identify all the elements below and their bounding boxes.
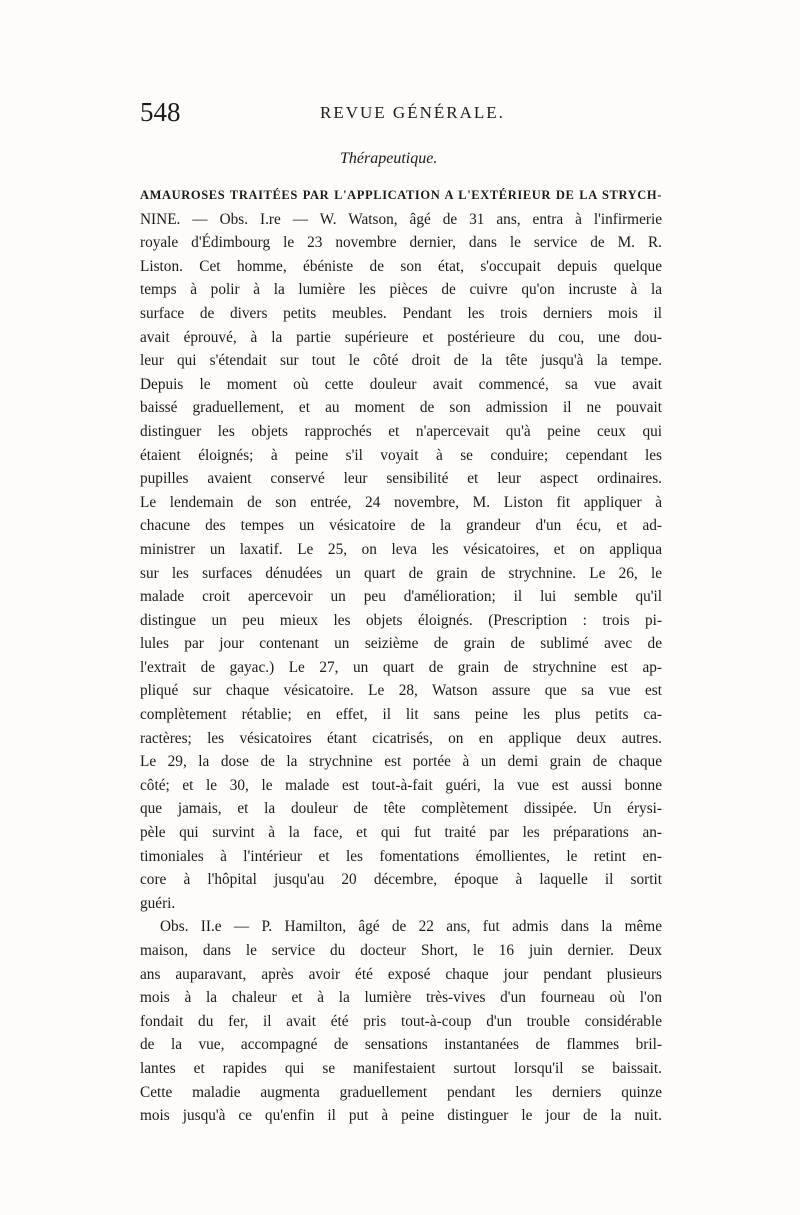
text-line: fondait du fer, il avait été pris tout-à-coup d'un trouble considérable — [140, 1012, 662, 1030]
running-head — [140, 97, 670, 127]
text-line: sur les surfaces dénudées un quart de grain de strychnine. Le 26, le — [140, 564, 662, 582]
text-line: Le lendemain de son entrée, 24 novembre, M. Liston fit appliquer à — [140, 493, 662, 511]
page-number: 548 — [140, 97, 181, 127]
article-body — [140, 184, 662, 1128]
journal-title: REVUE GÉNÉRALE. — [320, 103, 505, 122]
text-line: AMAUROSES TRAITÉES PAR L'APPLICATION A L'EXTÉRIEUR DE LA STRYCH- — [140, 188, 662, 202]
text-line: guéri. — [140, 894, 176, 912]
text-line: lules par jour contenant un seizième de grain de sublimé avec de — [140, 635, 662, 653]
text-line: pèle qui survint à la face, et qui fut traité par les préparations an- — [140, 824, 662, 842]
text-line: de la vue, accompagné de sensations instantanées de flammes bril- — [140, 1036, 662, 1054]
text-line: NINE. — Obs. I.re — W. Watson, âgé de 31 ans, entra à l'infirmerie — [140, 210, 662, 228]
section-heading: Thérapeutique. — [340, 150, 438, 167]
text-line: leur qui s'étendait sur tout le côté droit de la tête jusqu'à la tempe. — [140, 352, 662, 370]
text-line: pupilles avaient conservé leur sensibilité et leur aspect ordinaires. — [140, 470, 662, 488]
text-line: complètement rétablie; en effet, il lit sans peine les plus petits ca- — [140, 706, 662, 724]
text-line: core à l'hôpital jusqu'au 20 décembre, époque à laquelle il sortit — [140, 871, 662, 889]
text-line: distingue un peu mieux les objets éloignés. (Prescription : trois pi- — [140, 611, 662, 629]
text-line: ans auparavant, après avoir été exposé chaque jour pendant plusieurs — [140, 965, 662, 983]
text-line: Depuis le moment où cette douleur avait commencé, sa vue avait — [140, 375, 662, 393]
text-line: Le 29, la dose de la strychnine est portée à un demi grain de chaque — [140, 753, 662, 771]
text-line: Cette maladie augmenta graduellement pendant les derniers quinze — [140, 1083, 662, 1101]
text-line: que jamais, et la douleur de tête complètement dissipée. Un érysi- — [140, 800, 662, 818]
text-line: chacune des tempes un vésicatoire de la grandeur d'un écu, et ad- — [140, 517, 662, 535]
text-line: pliqué sur chaque vésicatoire. Le 28, Watson assure que sa vue est — [140, 682, 662, 700]
text-line: ministrer un laxatif. Le 25, on leva les vésicatoires, et on appliqua — [140, 540, 662, 558]
text-line: maison, dans le service du docteur Short, le 16 juin dernier. Deux — [140, 942, 662, 959]
text-line: étaient éloignés; à peine s'il voyait à se conduire; cependant les — [140, 446, 662, 464]
text-line: mois jusqu'à ce qu'enfin il put à peine distinguer le jour de la nuit. — [140, 1107, 662, 1125]
text-line: surface de divers petits meubles. Pendant les trois derniers mois il — [140, 304, 662, 322]
text-line: avait éprouvé, à la partie supérieure et postérieure du cou, une dou- — [140, 328, 662, 346]
text-line: baissé graduellement, et au moment de son admission il ne pouvait — [140, 399, 662, 417]
text-line: Liston. Cet homme, ébéniste de son état, s'occupait depuis quelque — [140, 257, 662, 275]
text-line: malade croit apercevoir un peu d'amélioration; il lui semble qu'il — [140, 588, 662, 606]
text-line: temps à polir à la lumière les pièces de cuivre qu'on incruste à la — [140, 281, 662, 299]
text-line: ractères; les vésicatoires étant cicatrisés, on en applique deux autres. — [140, 729, 662, 747]
text-line: l'extrait de gayac.) Le 27, un quart de grain de strychnine est ap- — [140, 658, 662, 676]
text-line: royale d'Édimbourg le 23 novembre dernier, dans le service de M. R. — [140, 234, 662, 252]
text-line: timoniales à l'intérieur et les fomentations émollientes, le retint en- — [140, 847, 662, 865]
text-line: mois à la chaleur et à la lumière très-vives d'un fourneau où l'on — [140, 989, 662, 1007]
text-line: lantes et rapides qui se manifestaient surtout lorsqu'il se baissait. — [140, 1059, 662, 1077]
text-line: Obs. II.e — P. Hamilton, âgé de 22 ans, fut admis dans la même — [160, 918, 662, 936]
text-line: distinguer les objets rapprochés et n'apercevait qu'à peine ceux qui — [140, 422, 662, 440]
text-line: côté; et le 30, le malade est tout-à-fait guéri, la vue est aussi bonne — [140, 776, 662, 794]
